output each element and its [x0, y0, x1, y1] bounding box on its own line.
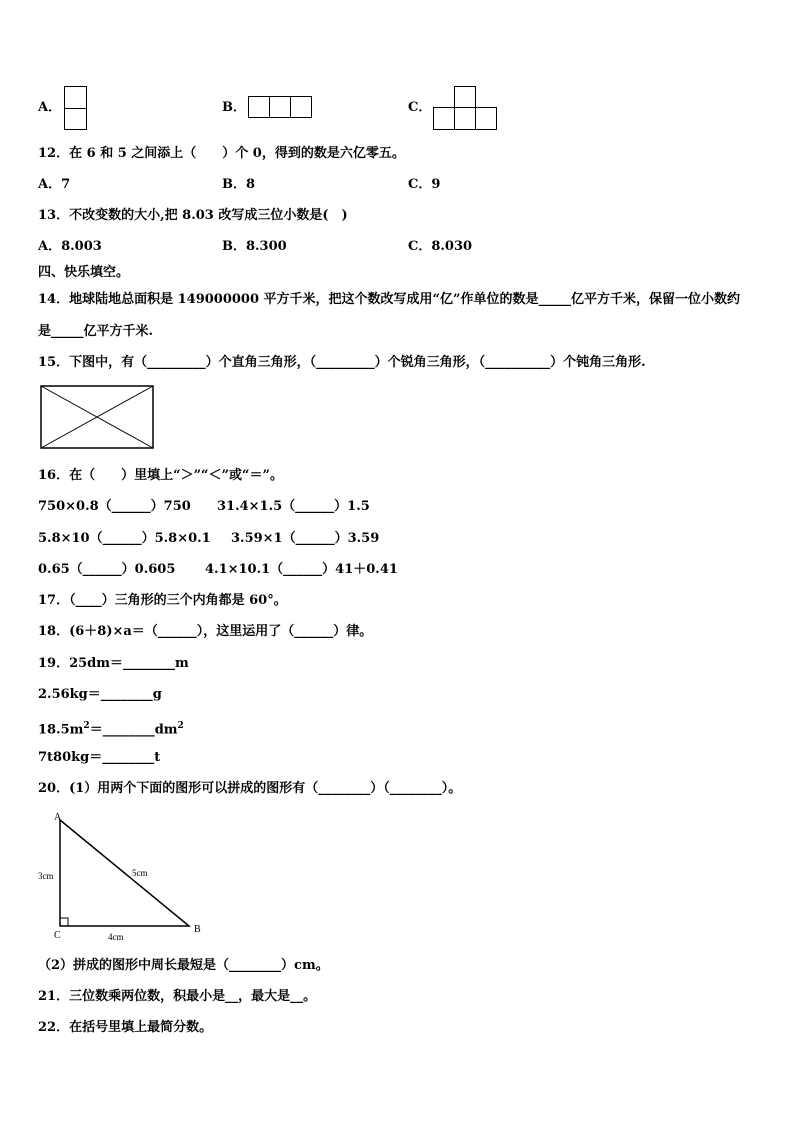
q12-stem: 12．在 6 和 5 之间添上（ ）个 0，得到的数是六亿零五。: [38, 146, 405, 161]
triangle-vertex-a: A: [54, 812, 62, 823]
q11-option-a-label: A．: [38, 100, 62, 115]
q19-line4: 7t80kg＝________t: [38, 750, 161, 765]
q11-option-c-label: C．: [408, 100, 432, 115]
q13-option-c: C．8.030: [408, 239, 473, 254]
q22-stem: 22．在括号里填上最简分数。: [38, 1020, 213, 1035]
q16-row2-left: 5.8×10（______）5.8×0.1: [38, 531, 211, 546]
q19-line3: $18.5m^2=\_\_\_\_\_\_\_\_dm^2$: [38, 721, 184, 738]
q12-option-b: B．8: [222, 177, 256, 192]
q16-row3-right: 4.1×10.1（______）41＋0.41: [205, 562, 398, 577]
q13-option-b: B．8.300: [222, 239, 287, 254]
right-triangle-figure: [30, 808, 220, 948]
triangle-side-ab: 5cm: [132, 868, 148, 878]
triangle-side-ac: 3cm: [38, 871, 54, 881]
q20-stem: 20．(1）用两个下面的图形可以拼成的图形有（________）（________）。: [38, 781, 462, 796]
q16-row1-left: 750×0.8（______）750: [38, 499, 191, 514]
q21-stem: 21．三位数乘两位数，积最小是__，最大是__。: [38, 989, 317, 1004]
q16-row1-right: 31.4×1.5（______）1.5: [217, 499, 370, 514]
q14-line1: 14．地球陆地总面积是 149000000 平方千米，把这个数改写成用“亿”作单位的数是_____亿平方千米，保留一位小数约: [38, 292, 741, 307]
section-title: 四、快乐填空。: [38, 265, 130, 280]
q18-stem: 18．(6＋8)×a＝（______），这里运用了（______）律。: [38, 624, 373, 639]
q14-line2: 是_____亿平方千米.: [38, 324, 154, 339]
q19-line1: 19．25dm＝________m: [38, 656, 189, 671]
q16-row3-left: 0.65（______）0.605: [38, 562, 176, 577]
q11-option-b-label: B．: [222, 100, 246, 115]
q16-row2-right: 3.59×1（______）3.59: [231, 531, 380, 546]
triangle-vertex-b: B: [194, 924, 201, 935]
q13-option-a: A．8.003: [38, 239, 102, 254]
q13-stem: 13．不改变数的大小,把 8.03 改写成三位小数是( ): [38, 208, 348, 223]
q12-option-a: A．7: [38, 177, 71, 192]
triangle-side-cb: 4cm: [108, 932, 124, 942]
q12-option-c: C．9: [408, 177, 441, 192]
q17-stem: 17．（____）三角形的三个内角都是 60°。: [38, 593, 287, 608]
rectangle-diagonals-figure: [40, 385, 156, 451]
q16-stem: 16．在（ ）里填上“＞”“＜”或“＝”。: [38, 468, 283, 483]
q15-stem: 15．下图中，有（_________）个直角三角形，（_________）个锐角三角形，（__________）个钝角三角形.: [38, 355, 646, 370]
triangle-vertex-c: C: [54, 930, 61, 941]
q20-part2: （2）拼成的图形中周长最短是（________）cm。: [38, 958, 329, 973]
q19-line2: 2.56kg＝________g: [38, 687, 162, 702]
